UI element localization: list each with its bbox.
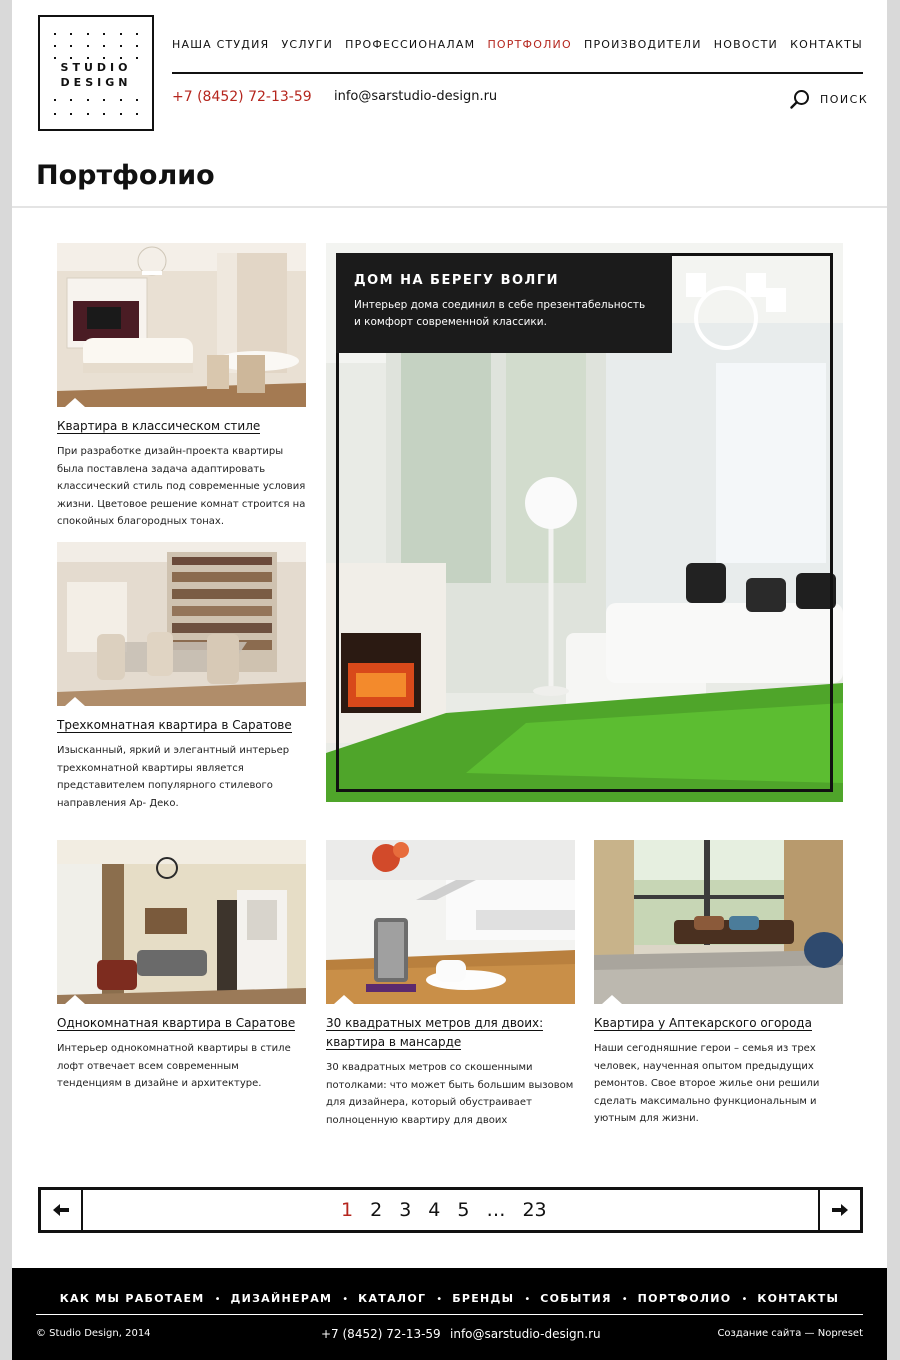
page-link-3[interactable]: 3 <box>399 1199 412 1221</box>
footer-credit-link[interactable]: Создание сайта — Nopreset <box>717 1328 863 1339</box>
search-icon <box>790 89 810 109</box>
project-title[interactable]: Квартира у Аптекарского огорода <box>594 1016 812 1030</box>
studio-logo[interactable] <box>38 15 154 131</box>
project-description: При разработке дизайн-проекта квартиры была поставлена задача адаптировать классический стиль под современные условия жизни. Цветовое решение комнат строится на спокойных благородных тонах. <box>57 446 306 527</box>
footer-copyright: © Studio Design, 2014 <box>36 1328 151 1339</box>
page-link-4[interactable]: 4 <box>428 1199 441 1221</box>
footer-divider <box>36 1314 863 1315</box>
page-ellipsis: … <box>486 1199 506 1221</box>
project-card[interactable] <box>57 840 306 1093</box>
footer-nav-designers[interactable]: ДИЗАЙНЕРАМ <box>230 1292 333 1305</box>
project-card[interactable] <box>57 243 306 531</box>
featured-title[interactable]: ДОМ НА БЕРЕГУ ВОЛГИ <box>354 273 560 288</box>
project-description: Изысканный, яркий и элегантный интерьер трехкомнатной квартиры является представителем популярного стилевого направления Ар- Деко. <box>57 745 290 809</box>
project-image-one-room[interactable] <box>57 840 306 1004</box>
main-nav <box>172 38 863 58</box>
project-card[interactable] <box>594 840 843 1128</box>
nav-item-news[interactable]: НОВОСТИ <box>713 38 778 51</box>
project-card[interactable] <box>326 840 575 1129</box>
project-title[interactable]: 30 квадратных метров для двоих: квартира в мансарде <box>326 1016 544 1049</box>
footer-nav-portfolio[interactable]: ПОРТФОЛИО <box>637 1292 732 1305</box>
footer-nav-events[interactable]: СОБЫТИЯ <box>540 1292 612 1305</box>
footer-phone[interactable]: +7 (8452) 72-13-59 <box>321 1327 441 1341</box>
arrow-left-icon <box>53 1204 69 1216</box>
page-link-23[interactable]: 23 <box>522 1199 547 1221</box>
arrow-right-icon <box>832 1204 848 1216</box>
project-image-attic[interactable] <box>326 840 575 1004</box>
nav-item-professionals[interactable]: ПРОФЕССИОНАЛАМ <box>345 38 476 51</box>
footer-email[interactable]: info@sarstudio-design.ru <box>450 1327 601 1341</box>
project-description: Наши сегодняшние герои – семья из трех человек, наученная опытом предыдущих ремонтов. Свое второе жилье они решили сделать максимально функциональным и уютным для жизни. <box>594 1043 820 1124</box>
project-title[interactable]: Квартира в классическом стиле <box>57 419 261 433</box>
search-button[interactable] <box>790 88 868 110</box>
project-description: Интерьер однокомнатной квартиры в стиле лофт отвечает всем современным тенденциям в дизайне и архитектуре. <box>57 1043 291 1089</box>
nav-item-studio[interactable]: НАША СТУДИЯ <box>172 38 270 51</box>
title-divider <box>12 206 887 208</box>
footer-nav: КАК МЫ РАБОТАЕМ • ДИЗАЙНЕРАМ • КАТАЛОГ • БРЕНДЫ • СОБЫТИЯ • ПОРТФОЛИО • КОНТАКТЫ <box>59 1292 840 1305</box>
nav-item-manufacturers[interactable]: ПРОИЗВОДИТЕЛИ <box>583 38 702 51</box>
header-email[interactable]: info@sarstudio-design.ru <box>334 89 498 104</box>
page <box>12 0 887 1360</box>
project-title[interactable]: Трехкомнатная квартира в Саратове <box>57 718 292 732</box>
nav-item-services[interactable]: УСЛУГИ <box>281 38 334 51</box>
footer-nav-how-we-work[interactable]: КАК МЫ РАБОТАЕМ <box>59 1292 205 1305</box>
page-link-1[interactable]: 1 <box>341 1199 354 1221</box>
featured-project[interactable] <box>326 243 843 802</box>
footer-nav-brands[interactable]: БРЕНДЫ <box>452 1292 515 1305</box>
logo-text-studio: STUDIO <box>60 61 132 74</box>
page-link-2[interactable]: 2 <box>370 1199 383 1221</box>
featured-caption <box>336 253 672 353</box>
footer-nav-contacts[interactable]: КОНТАКТЫ <box>757 1292 840 1305</box>
page-title: Портфолио <box>36 160 215 191</box>
page-numbers <box>341 1199 564 1221</box>
header-phone[interactable]: +7 (8452) 72-13-59 <box>172 89 312 105</box>
page-link-5[interactable]: 5 <box>457 1199 470 1221</box>
featured-description: Интерьер дома соединил в себе презентабельность и комфорт современной классики. <box>354 299 646 328</box>
project-title[interactable]: Однокомнатная квартира в Саратове <box>57 1016 296 1030</box>
next-page-button[interactable] <box>818 1190 860 1230</box>
pagination <box>38 1187 863 1233</box>
footer <box>12 1268 887 1360</box>
project-description: 30 квадратных метров со скошенными потолками: что может быть большим вызовом для дизайнера, который обустраивает полноценную квартиру для двоих <box>326 1062 574 1126</box>
nav-divider <box>172 72 863 74</box>
prev-page-button[interactable] <box>41 1190 83 1230</box>
logo-text-design: DESIGN <box>60 76 132 89</box>
nav-item-portfolio[interactable]: ПОРТФОЛИО <box>487 38 572 51</box>
search-label: ПОИСК <box>820 92 869 106</box>
project-image-three-room[interactable] <box>57 542 306 706</box>
project-card[interactable] <box>57 542 306 812</box>
project-image-garden[interactable] <box>594 840 843 1004</box>
nav-item-contacts[interactable]: КОНТАКТЫ <box>790 38 863 51</box>
project-image-classic[interactable] <box>57 243 306 407</box>
footer-nav-catalog[interactable]: КАТАЛОГ <box>358 1292 427 1305</box>
